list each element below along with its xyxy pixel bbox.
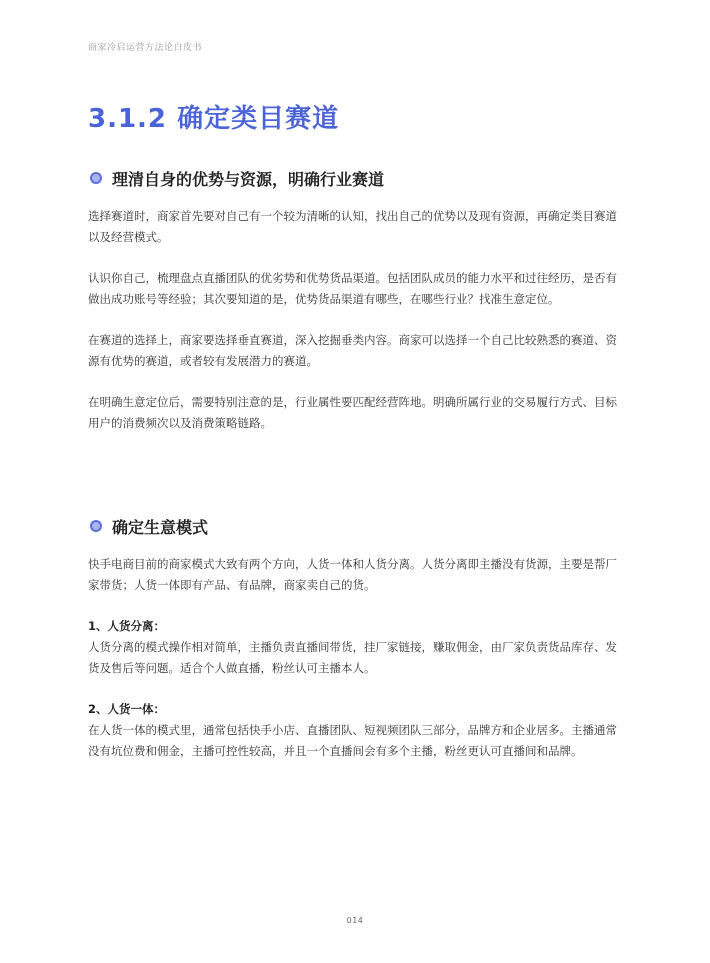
running-head: 商家冷启运营方法论白皮书 [88, 43, 203, 53]
section-title: 理清自身的优势与资源，明确行业赛道 [112, 169, 385, 189]
section-title: 确定生意模式 [112, 517, 209, 537]
paragraph: 快手电商目前的商家模式大致有两个方向，人货一体和人货分离。人货分离即主播没有货源，主要是帮厂家带货；人货一体即有产品、有品牌，商家卖自己的货。 [88, 557, 617, 592]
paragraph: 在赛道的选择上，商家要选择垂直赛道，深入挖掘垂类内容。商家可以选择一个自己比较熟悉的赛道、资源有优势的赛道，或者较有发展潜力的赛道。 [88, 333, 617, 368]
paragraph: 在明确生意定位后，需要特别注意的是，行业属性要匹配经营阵地。明确所属行业的交易履行方式、目标用户的消费频次以及消费策略链路。 [88, 395, 617, 430]
model-item-body: 在人货一体的模式里，通常包括快手小店、直播团队、短视频团队三部分，品牌方和企业居多。主播通常没有坑位费和佣金，主播可控性较高，并且一个直播间会有多个主播，粉丝更认可直播间和品牌。 [88, 723, 617, 758]
section-business-model [88, 514, 628, 782]
paragraph: 选择赛道时，商家首先要对自己有一个较为清晰的认知，找出自己的优势以及现有资源，再确定类目赛道以及经营模式。 [88, 209, 617, 244]
model-item [88, 699, 628, 762]
bullet-icon [90, 520, 102, 532]
chapter-title: 3.1.2 确定类目赛道 [88, 104, 340, 134]
paragraph: 认识你自己，梳理盘点直播团队的优劣势和优势货品渠道。包括团队成员的能力水平和过往经历，是否有做出成功账号等经验；其次要知道的是，优势货品渠道有哪些，在哪些行业？找准生意定位。 [88, 271, 617, 306]
section-header [88, 166, 628, 190]
section-header [88, 514, 628, 538]
model-item [88, 616, 628, 679]
page-number: 014 [346, 916, 364, 925]
model-item-title: 2、人货一体： [88, 702, 166, 716]
section-industry-track [88, 166, 628, 454]
model-item-body: 人货分离的模式操作相对简单，主播负责直播间带货，挂厂家链接，赚取佣金，由厂家负责货品库存、发货及售后等问题。适合个人做直播，粉丝认可主播本人。 [88, 640, 617, 675]
bullet-icon [90, 172, 102, 184]
model-item-title: 1、人货分离： [88, 619, 166, 633]
